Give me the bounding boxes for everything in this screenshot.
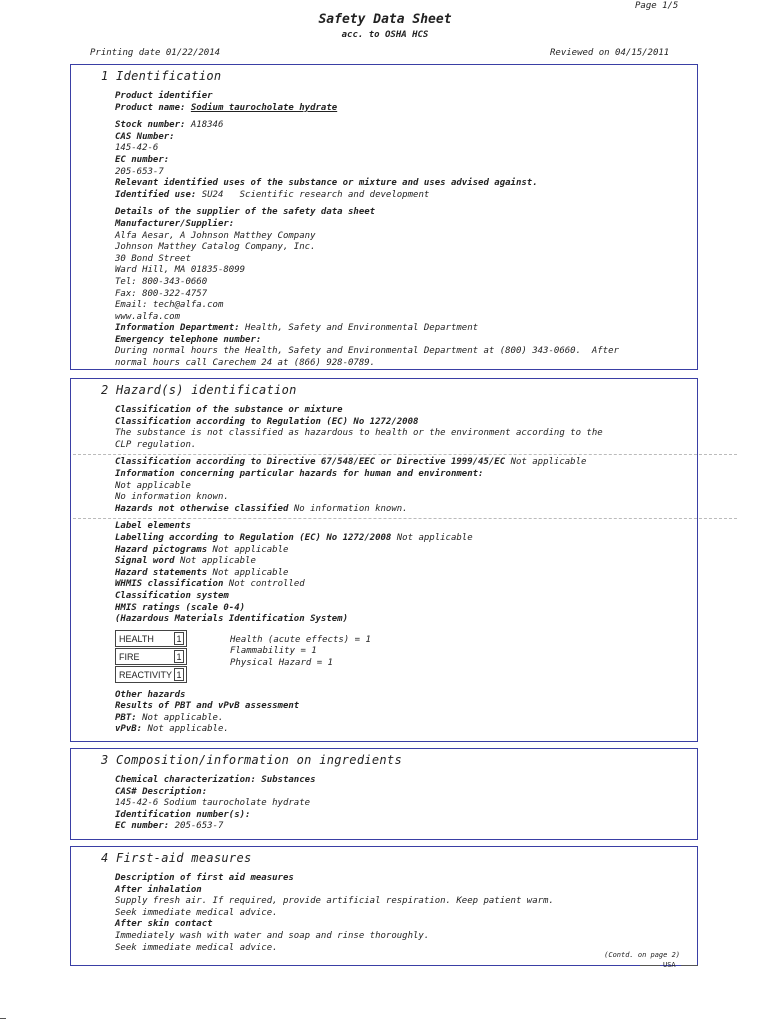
pbt-label: PBT:	[115, 712, 137, 723]
product-name-label: Product name:	[115, 102, 186, 113]
directive-value: Not applicable	[510, 457, 587, 468]
classification-text: CLP regulation.	[115, 439, 197, 450]
after-skin-contact-text: Seek immediate medical advice.	[115, 942, 278, 953]
supplier-heading: Details of the supplier of the safety data sheet	[115, 207, 376, 218]
signal-word-value: Not applicable	[180, 556, 256, 567]
other-hazards-heading: Other hazards	[115, 689, 186, 700]
label-elements-heading: Label elements	[115, 521, 191, 532]
signal-word-label: Signal word	[115, 556, 175, 567]
cas-description-heading: CAS# Description:	[115, 786, 208, 797]
address-line: 30 Bond Street	[115, 253, 191, 264]
hmis-label: HEALTH	[119, 633, 154, 644]
whmis-label: WHMIS classification	[115, 579, 224, 590]
region-label: USA	[663, 961, 676, 969]
address-line: Alfa Aesar, A Johnson Matthey Company	[115, 230, 316, 241]
hnoc-label: Hazards not otherwise classified	[115, 503, 289, 514]
printing-date: Printing date 01/22/2014	[90, 48, 221, 58]
hmis-full-name: (Hazardous Materials Identification System)	[115, 614, 348, 625]
continued-note: (Contd. on page 2)	[604, 951, 680, 959]
after-inhalation-text: Seek immediate medical advice.	[115, 907, 278, 918]
hmis-label-block	[115, 628, 695, 690]
hmis-fire-box	[115, 648, 187, 665]
emergency-text: During normal hours the Health, Safety and Environmental Department at (800) 343-0660. After	[115, 346, 619, 357]
pictograms-value: Not applicable	[212, 544, 289, 555]
document-subtitle: acc. to OSHA HCS	[341, 30, 429, 40]
manufacturer-label: Manufacturer/Supplier:	[115, 218, 235, 229]
vpvb-label: vPvB:	[115, 724, 143, 735]
hmis-value: 1	[174, 632, 184, 645]
stock-number: A18346	[190, 120, 224, 131]
whmis-value: Not controlled	[228, 579, 305, 590]
hazard-info-heading: Information concerning particular hazards for human and environment:	[115, 468, 484, 479]
chemical-characterization: Chemical characterization: Substances	[115, 775, 316, 785]
reviewed-date: Reviewed on 04/15/2011	[550, 48, 670, 58]
ec-number: 205-653-7	[115, 166, 164, 177]
relevant-uses: Relevant identified uses of the substance or mixture and uses advised against.	[115, 178, 538, 189]
cas-label: CAS Number:	[115, 131, 175, 142]
pbt-heading: Results of PBT and vPvB assessment	[115, 701, 300, 712]
hmis-value: 1	[174, 668, 184, 681]
emergency-text: normal hours call Carechem 24 at (866) 928-0789.	[115, 358, 376, 369]
footer-rule	[640, 965, 660, 966]
classification-heading: Classification of the substance or mixture	[115, 405, 343, 415]
pictograms-label: Hazard pictograms	[115, 544, 208, 555]
classification-system: Classification system	[115, 590, 229, 601]
hmis-ratings-heading: HMIS ratings (scale 0-4)	[115, 602, 246, 613]
hmis-descriptions	[230, 635, 371, 669]
product-identifier-heading: Product identifier	[115, 91, 213, 101]
after-inhalation-text: Supply fresh air. If required, provide artificial respiration. Keep patient warm.	[115, 896, 554, 907]
section-first-aid	[70, 846, 698, 966]
directive-label: Classification according to Directive 67/548/EEC or Directive 1999/45/EC	[115, 457, 506, 468]
identified-use: SU24 Scientific research and development	[201, 189, 430, 200]
product-name: Sodium taurocholate hydrate	[190, 102, 338, 113]
divider	[73, 518, 737, 519]
ec-number-value: 205-653-7	[174, 821, 224, 832]
document-title: Safety Data Sheet	[318, 12, 452, 27]
cas-number: 145-42-6	[115, 143, 159, 154]
ec-number-label: EC number:	[115, 821, 170, 832]
section-title: 1 Identification	[101, 69, 222, 83]
identification-numbers-label: Identification number(s):	[115, 809, 251, 820]
after-skin-contact-text: Immediately wash with water and soap and rinse thoroughly.	[115, 930, 430, 941]
after-skin-contact-label: After skin contact	[115, 919, 213, 930]
pbt-value: Not applicable.	[142, 712, 224, 723]
page-number: Page 1/5	[635, 1, 679, 11]
labelling-value: Not applicable	[396, 532, 473, 543]
labelling-label: Labelling according to Regulation (EC) No 1272/2008	[115, 532, 392, 543]
hazard-info-value: No information known.	[115, 492, 229, 503]
section-identification	[70, 64, 698, 370]
after-inhalation-label: After inhalation	[115, 884, 202, 895]
hazard-info-value: Not applicable	[115, 480, 191, 491]
email: Email: tech@alfa.com	[115, 300, 224, 311]
ec-label: EC number:	[115, 154, 170, 165]
hmis-label: REACTIVITY	[119, 669, 173, 680]
website: www.alfa.com	[115, 311, 181, 322]
footer-rule	[681, 965, 698, 966]
section-composition	[70, 748, 698, 840]
cas-description: 145-42-6 Sodium taurocholate hydrate	[115, 798, 311, 809]
hnoc-value: No information known.	[293, 503, 408, 514]
hmis-label: FIRE	[119, 651, 140, 662]
address-line: Johnson Matthey Catalog Company, Inc.	[115, 242, 316, 253]
section-hazards	[70, 378, 698, 742]
divider	[73, 454, 737, 455]
first-aid-description: Description of first aid measures	[115, 873, 294, 883]
hazard-statements-label: Hazard statements	[115, 567, 208, 578]
vpvb-value: Not applicable.	[147, 724, 229, 735]
hmis-desc: Physical Hazard = 1	[230, 657, 333, 668]
section-title: 3 Composition/information on ingredients	[101, 753, 402, 767]
emergency-label: Emergency telephone number:	[115, 334, 262, 345]
hmis-value: 1	[174, 650, 184, 663]
section-title: 2 Hazard(s) identification	[101, 383, 297, 397]
hmis-health-box	[115, 630, 187, 647]
margin-mark	[0, 1018, 6, 1019]
classification-regulation: Classification according to Regulation (EC) No 1272/2008	[115, 416, 419, 427]
fax: Fax: 800-322-4757	[115, 288, 208, 299]
hmis-desc: Flammability = 1	[230, 646, 317, 657]
hmis-reactivity-box	[115, 666, 187, 683]
identified-use-label: Identified use:	[115, 189, 197, 200]
section-title: 4 First-aid measures	[101, 851, 252, 865]
stock-label: Stock number:	[115, 120, 186, 131]
hazard-statements-value: Not applicable	[212, 567, 289, 578]
address-line: Ward Hill, MA 01835-8099	[115, 265, 246, 276]
phone: Tel: 800-343-0660	[115, 276, 208, 287]
classification-text: The substance is not classified as hazardous to health or the environment according to the	[115, 428, 603, 439]
hmis-desc: Health (acute effects) = 1	[230, 634, 371, 645]
info-dept: Health, Safety and Environmental Department	[245, 323, 479, 334]
info-dept-label: Information Department:	[115, 323, 240, 334]
